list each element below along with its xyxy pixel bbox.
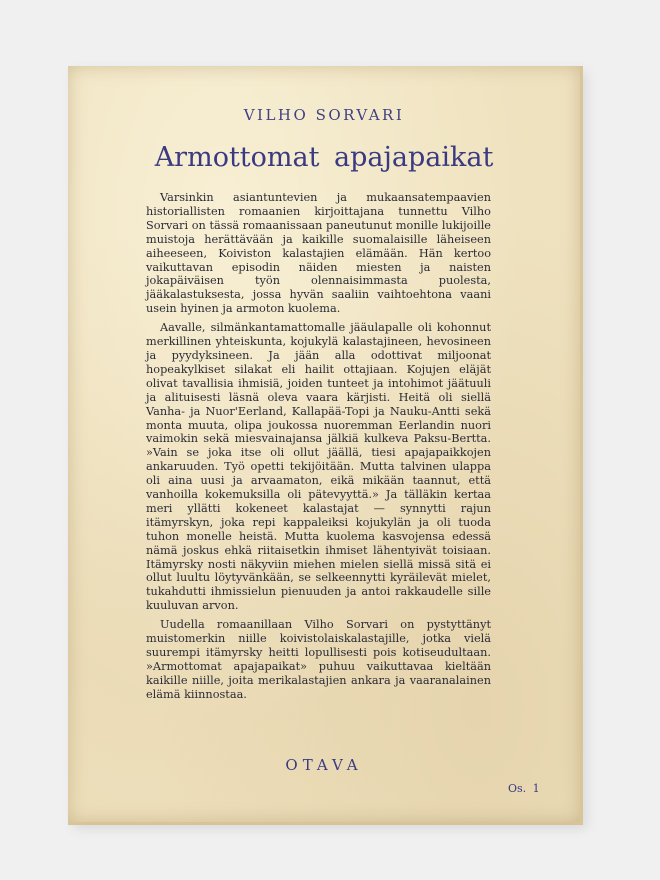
print-code: Os. 1: [508, 782, 540, 795]
book-title: Armottomat apajapaikat: [154, 142, 494, 173]
blurb-paragraph-2: Aavalle, silmänkantamattomalle jääulapalle oli kohonnut merkillinen yhteiskunta, kojukylä kalastajineen, hevosineen ja pyydyksineen. Ja jään alla odottivat miljoonat hopeakylkiset silakat eli hailit ottajiaan. Kojujen eläjät olivat tavallisia ihmisiä, joiden tunteet ja intohimot jäätuuli ja alituisesti läsnä oleva vaara kärjisti. Heitä oli siellä Vanha- ja Nuor'Eerland, Kallapää-Topi ja Nauku-Antti sekä monta muuta, olipa joukossa nuoremman Eerlandin nuori vaimokin sekä miesvainajansa jälkiä kulkeva Paksu-Bertta. »Vain se joka itse oli ollut jäällä, tiesi apajapaikkojen ankaruuden. Työ opetti tekijöitään. Mutta talvinen ulappa oli aina uusi ja arvaamaton, eikä mikään taannut, että vanhoilla kokemuksilla oli pätevyyttä.» Ja tälläkin kertaa meri yllätti kokeneet kalastajat — synnytti rajun itämyrskyn, joka repi kappaleiksi kojukylän ja oli tuoda tuhon monelle heistä. Mutta kuolema kasvojensa edessä nämä joskus ehkä riitaisetkin ihmiset lähentyivät toisiaan. Itämyrsky nosti näkyviin miehen mielen siellä missä sitä ei ollut luultu löytyvänkään, se selkeennytti kyräilevät mielet, tukahdutti ihmissielun pienuuden ja antoi rakkaudelle sille kuuluvan arvon.: [146, 321, 491, 613]
blurb: [146, 191, 491, 707]
publisher-name: OTAVA: [285, 756, 363, 774]
book-back-cover: [68, 66, 583, 825]
blurb-paragraph-3: Uudella romaanillaan Vilho Sorvari on pystyttänyt muistomerkin niille koivistolaiskalastajille, jotka vielä suurempi itämyrsky heitti lopullisesti pois kotiseudultaan. »Armottomat apajapaikat» puhuu vaikuttavaa kieltään kaikille niille, joita merikalastajien ankara ja vaaranalainen elämä kiinnostaa.: [146, 618, 491, 701]
blurb-paragraph-1: Varsinkin asiantuntevien ja mukaansatempaavien historiallisten romaanien kirjoittajana tunnettu Vilho Sorvari on tässä romaanissaan paneutunut monille lukijoille muistoja herättävään ja kaikille suomalaisille läheiseen aiheeseen, Koiviston kalastajien elämään. Hän kertoo vaikuttavan episodin näiden miesten ja naisten jokapäiväisen työn olennaisimmasta puolesta, jääkalastuksesta, jossa hyvän saaliin vaihtoehtona vaani usein hyinen ja armoton kuolema.: [146, 191, 491, 316]
author-name: VILHO SORVARI: [243, 106, 405, 124]
